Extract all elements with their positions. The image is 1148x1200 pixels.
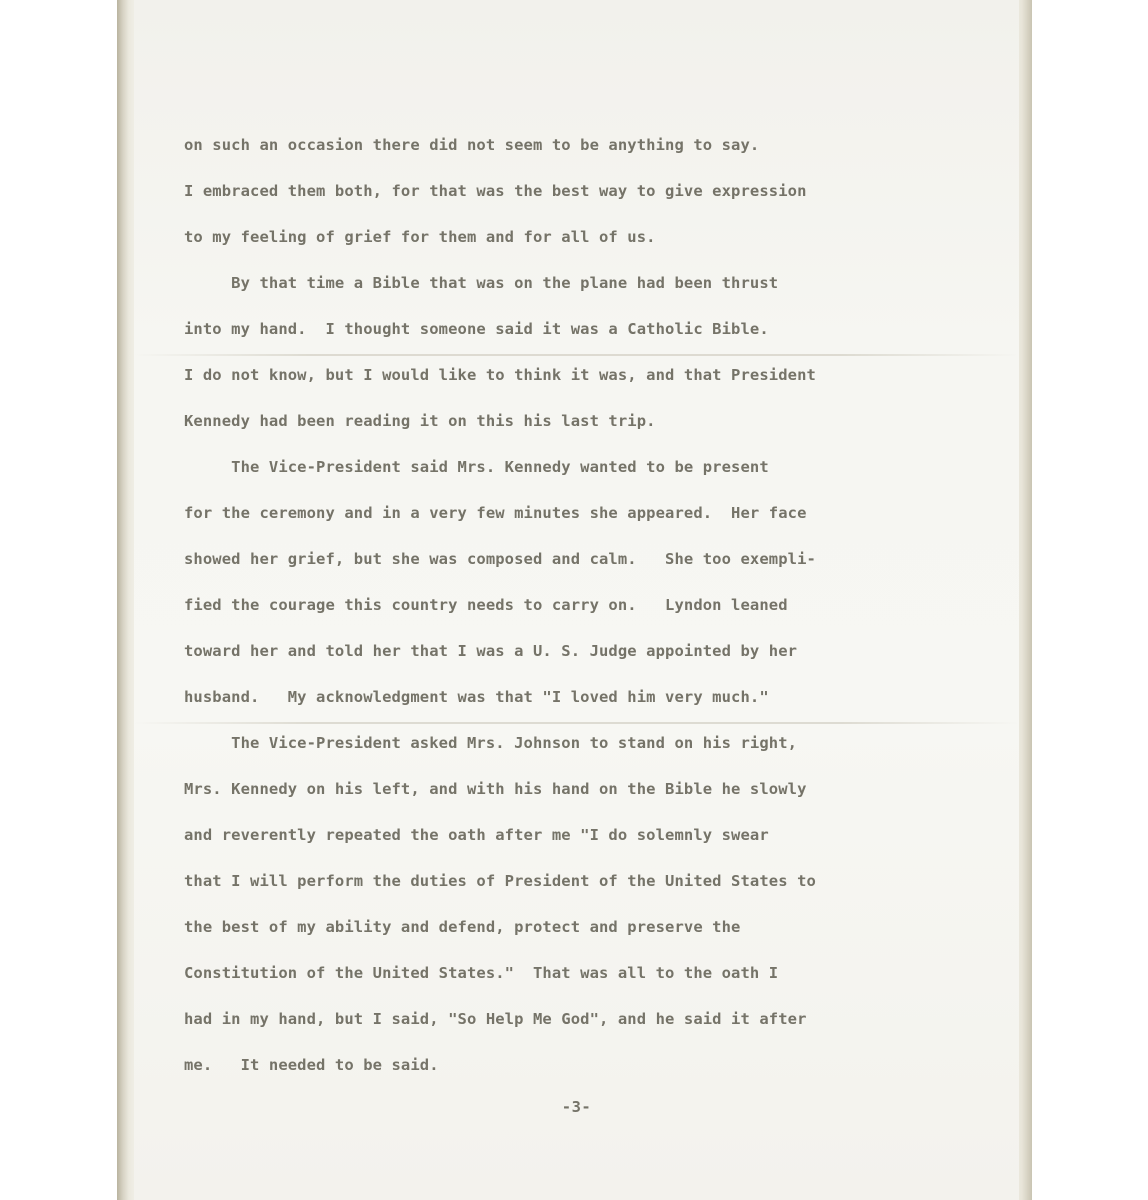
text-line: The Vice-President asked Mrs. Johnson to stand on his right,: [184, 734, 798, 752]
text-line: By that time a Bible that was on the plane had been thrust: [184, 274, 779, 292]
text-line: toward her and told her that I was a U. S. Judge appointed by her: [184, 642, 798, 660]
typewritten-page: [134, 0, 1019, 1200]
text-line: me. It needed to be said.: [184, 1056, 439, 1074]
text-line: into my hand. I thought someone said it was a Catholic Bible.: [184, 320, 769, 338]
text-line: showed her grief, but she was composed and calm. She too exempli-: [184, 550, 816, 568]
text-line: and reverently repeated the oath after me "I do solemnly swear: [184, 826, 769, 844]
text-line: fied the courage this country needs to carry on. Lyndon leaned: [184, 596, 788, 614]
text-line: Kennedy had been reading it on this his last trip.: [184, 412, 656, 430]
text-line: that I will perform the duties of President of the United States to: [184, 872, 816, 890]
page-number: -3-: [561, 1098, 592, 1116]
text-line: husband. My acknowledgment was that "I loved him very much.": [184, 688, 769, 706]
text-line: I embraced them both, for that was the best way to give expression: [184, 182, 807, 200]
text-line: I do not know, but I would like to think it was, and that President: [184, 366, 816, 384]
paper-frame: [117, 0, 1032, 1200]
text-line: had in my hand, but I said, "So Help Me God", and he said it after: [184, 1010, 807, 1028]
text-line: on such an occasion there did not seem to be anything to say.: [184, 136, 760, 154]
text-line: for the ceremony and in a very few minutes she appeared. Her face: [184, 504, 807, 522]
text-line: the best of my ability and defend, protect and preserve the: [184, 918, 741, 936]
text-line: The Vice-President said Mrs. Kennedy wanted to be present: [184, 458, 769, 476]
text-line: Constitution of the United States." That was all to the oath I: [184, 964, 779, 982]
text-line: to my feeling of grief for them and for all of us.: [184, 228, 656, 246]
text-line: Mrs. Kennedy on his left, and with his hand on the Bible he slowly: [184, 780, 807, 798]
typed-text-body: [184, 126, 1014, 1092]
